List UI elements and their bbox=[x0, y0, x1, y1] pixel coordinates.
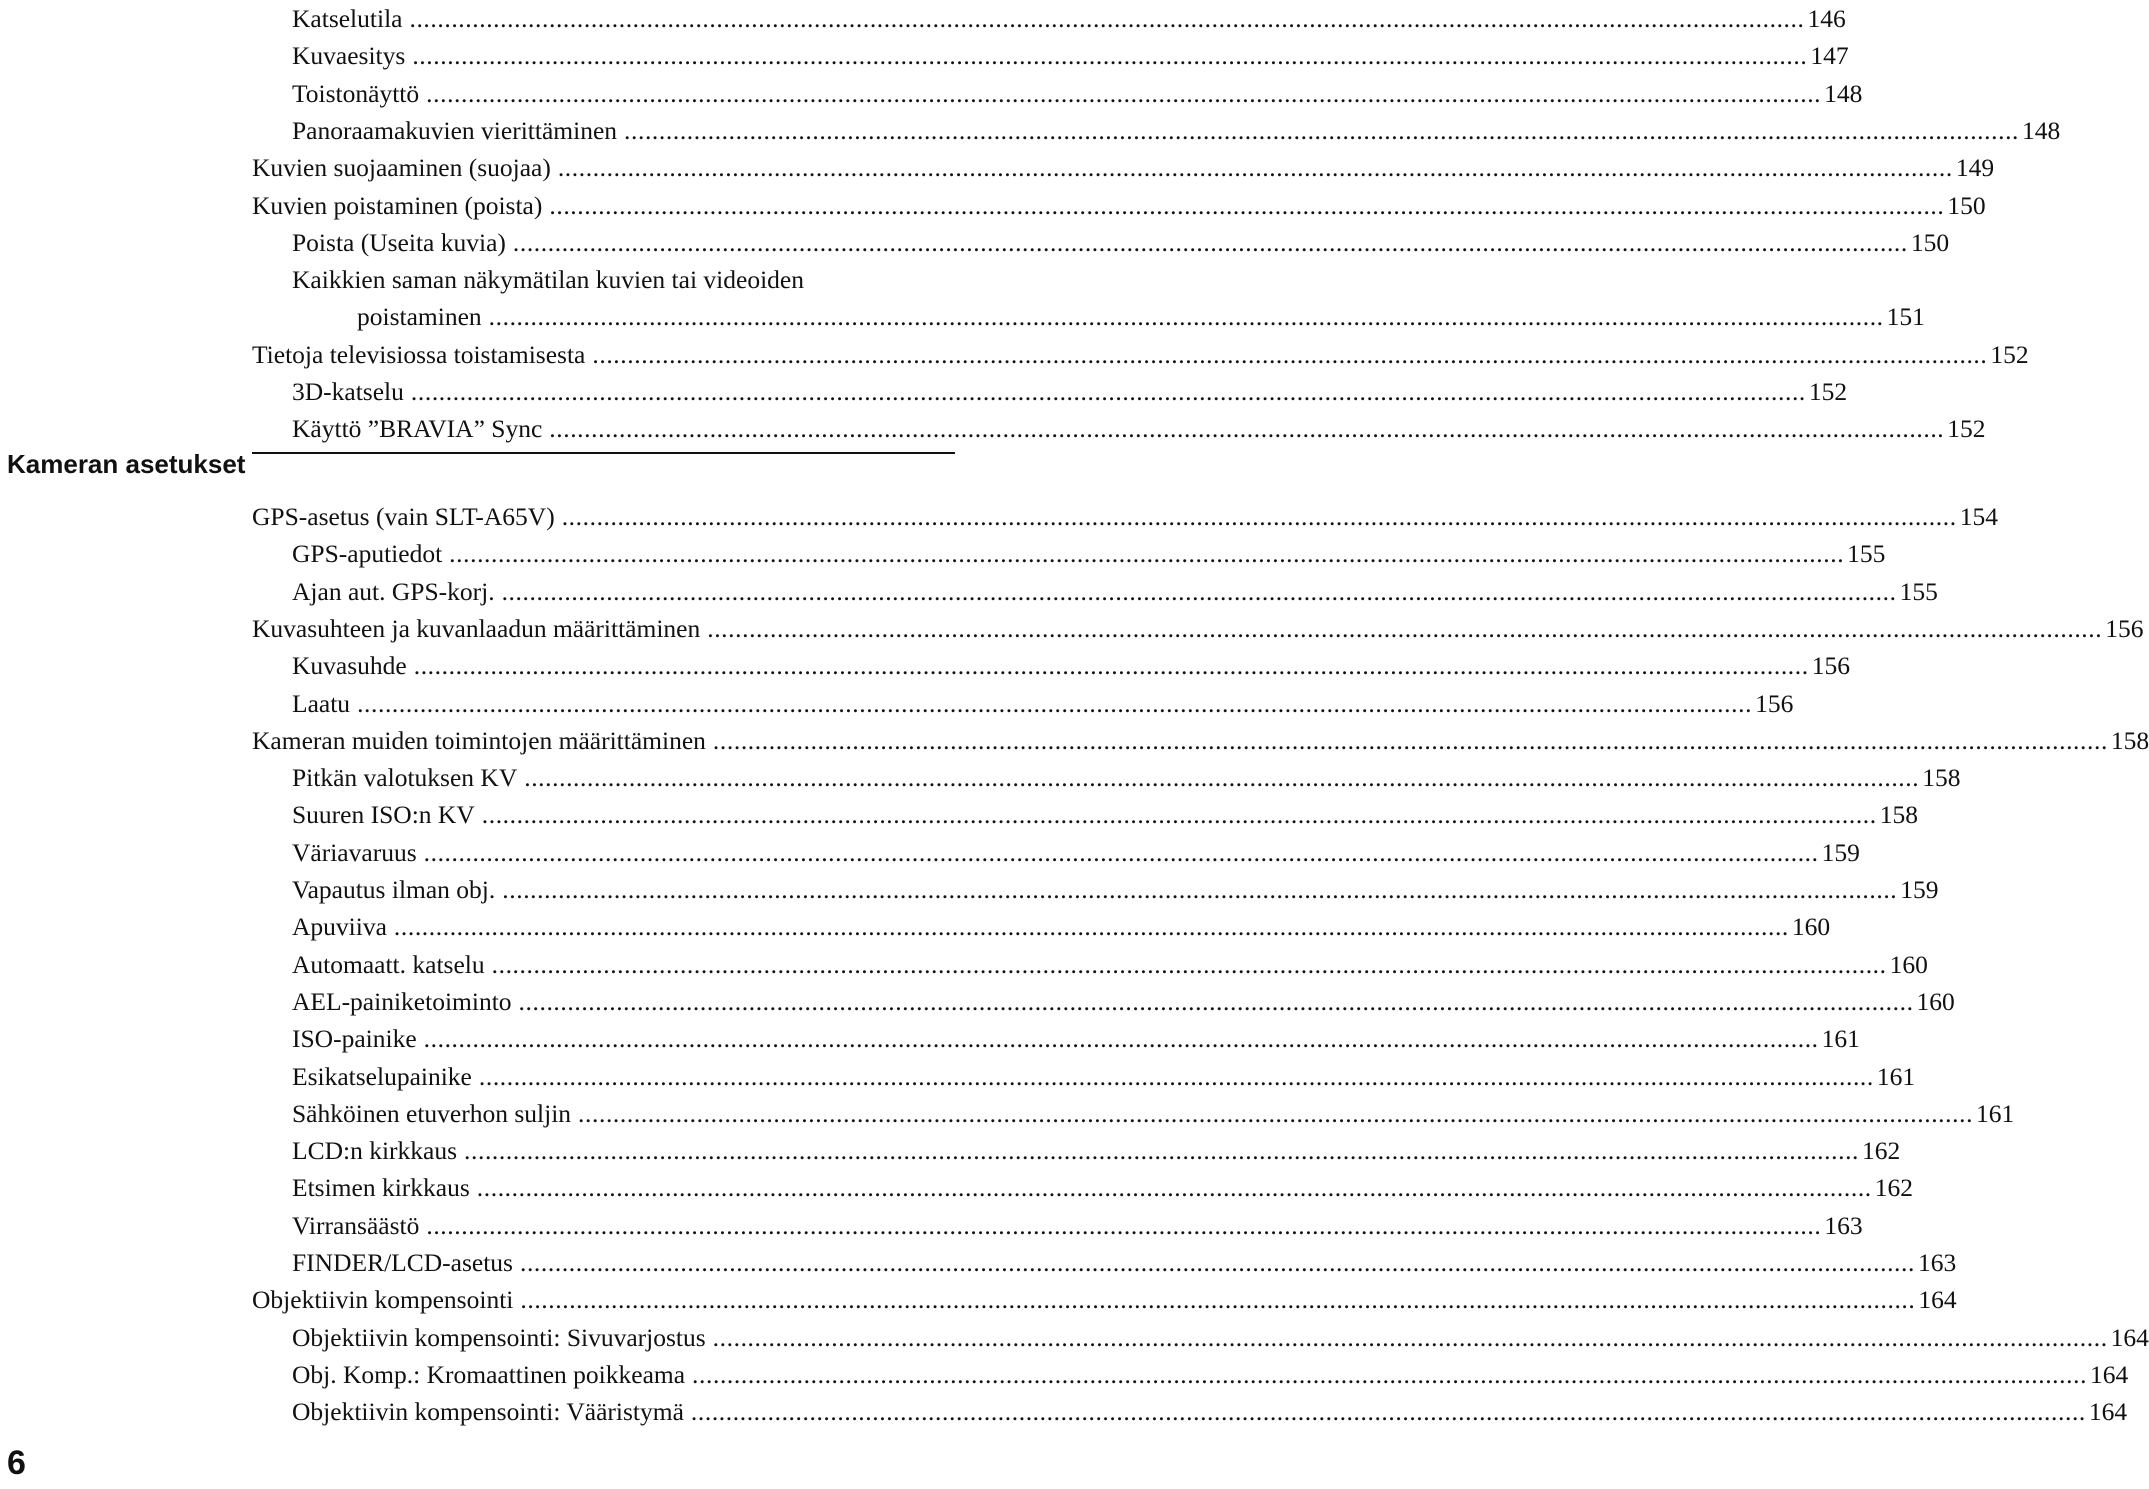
toc-entry-title: Kuvasuhteen ja kuvanlaadun määrittäminen bbox=[252, 613, 701, 643]
toc-entry-page: 162 bbox=[1862, 1136, 1901, 1166]
toc-entry[interactable] bbox=[292, 984, 1955, 1020]
toc-entry[interactable] bbox=[357, 299, 1925, 335]
toc-entry-page: 151 bbox=[1886, 302, 1925, 332]
toc-entry-page: 164 bbox=[2110, 1322, 2149, 1352]
dot-leader: ........................................................................................................................................................................................................ bbox=[561, 502, 1957, 531]
dot-leader: ........................................................................................................................................................................................................ bbox=[518, 986, 1914, 1016]
toc-entry-page: 158 bbox=[2110, 725, 2149, 755]
toc-entry[interactable] bbox=[292, 909, 1831, 945]
toc-entry[interactable] bbox=[252, 1282, 1957, 1318]
toc-entry[interactable] bbox=[292, 225, 1950, 261]
toc-entry[interactable] bbox=[252, 499, 1998, 535]
toc-entry-page: 160 bbox=[1916, 986, 1955, 1016]
toc-entry-page: 161 bbox=[1976, 1098, 2015, 1128]
toc-entry-title: Objektiivin kompensointi: Vääristymä bbox=[292, 1397, 684, 1427]
toc-entry-page: 158 bbox=[1879, 800, 1918, 830]
toc-entry[interactable] bbox=[292, 835, 1860, 871]
toc-entry[interactable] bbox=[252, 723, 2149, 759]
toc-entry-title: GPS-asetus (vain SLT-A65V) bbox=[252, 502, 555, 531]
toc-entry[interactable] bbox=[292, 1357, 2129, 1393]
toc-entry-page: 150 bbox=[1947, 190, 1986, 220]
toc-entry[interactable] bbox=[292, 1133, 1901, 1169]
dot-leader: ........................................................................................................................................................................................................ bbox=[481, 800, 1877, 830]
dot-leader: ........................................................................................................................................................................................................ bbox=[549, 414, 1945, 444]
toc-entry-title: Ajan aut. GPS-korj. bbox=[292, 576, 495, 606]
toc-entry-title: FINDER/LCD-asetus bbox=[292, 1248, 513, 1277]
toc-entry[interactable] bbox=[292, 797, 1918, 833]
dot-leader: ........................................................................................................................................................................................................ bbox=[423, 1024, 1819, 1054]
toc-entry-title: Kuvaesitys bbox=[292, 41, 406, 71]
toc-entry[interactable] bbox=[292, 1021, 1860, 1057]
toc-entry[interactable] bbox=[292, 760, 1961, 796]
toc-entry-page: 163 bbox=[1917, 1248, 1957, 1277]
dot-leader: ........................................................................................................................................................................................................ bbox=[393, 912, 1789, 942]
toc-entry[interactable] bbox=[292, 1, 1846, 37]
toc-entry-page: 156 bbox=[1811, 651, 1850, 681]
dot-leader: ........................................................................................................................................................................................................ bbox=[464, 1136, 1860, 1166]
toc-entry-page: 148 bbox=[2022, 115, 2061, 145]
toc-entry-page: 156 bbox=[1755, 688, 1794, 718]
toc-entry-page: 161 bbox=[1821, 1024, 1860, 1054]
dot-leader: ........................................................................................................................................................................................................ bbox=[578, 1098, 1974, 1128]
toc-entry[interactable] bbox=[292, 76, 1863, 112]
toc-entry-title: Kuvien poistaminen (poista) bbox=[252, 190, 543, 220]
toc-entry-page: 149 bbox=[1955, 153, 1995, 183]
dot-leader: ........................................................................................................................................................................................................ bbox=[512, 227, 1908, 257]
dot-leader: ........................................................................................................................................................................................................ bbox=[524, 763, 1920, 793]
toc-entry-title: Laatu bbox=[292, 688, 351, 718]
dot-leader: ........................................................................................................................................................................................................ bbox=[410, 377, 1806, 406]
dot-leader: ........................................................................................................................................................................................................ bbox=[692, 1359, 2088, 1389]
toc-entry-title: Käyttö ”BRAVIA” Sync bbox=[292, 414, 543, 444]
dot-leader: ........................................................................................................................................................................................................ bbox=[423, 837, 1819, 867]
toc-entry-page: 150 bbox=[1910, 227, 1950, 257]
toc-entry-page: 155 bbox=[1899, 576, 1938, 606]
toc-entry-page: 146 bbox=[1807, 4, 1846, 33]
dot-leader: ........................................................................................................................................................................................................ bbox=[501, 576, 1897, 606]
dot-leader: ........................................................................................................................................................................................................ bbox=[712, 1322, 2108, 1352]
toc-entry[interactable] bbox=[292, 1096, 2015, 1132]
toc-entry-title: Kaikkien saman näkymätilan kuvien tai videoiden bbox=[292, 265, 804, 295]
toc-entry-title: Obj. Komp.: Kromaattinen poikkeama bbox=[292, 1359, 686, 1389]
toc-entry-title: Virransäästö bbox=[292, 1210, 420, 1240]
dot-leader: ........................................................................................................................................................................................................ bbox=[491, 949, 1887, 979]
dot-leader: ........................................................................................................................................................................................................ bbox=[707, 613, 2103, 643]
toc-entry[interactable] bbox=[292, 947, 1928, 983]
dot-leader: ........................................................................................................................................................................................................ bbox=[592, 339, 1988, 369]
toc-entry-page: 163 bbox=[1824, 1210, 1863, 1240]
dot-leader: ........................................................................................................................................................................................................ bbox=[412, 41, 1808, 71]
toc-entry[interactable] bbox=[292, 574, 1938, 610]
dot-leader: ........................................................................................................................................................................................................ bbox=[449, 539, 1845, 569]
toc-entry-page: 164 bbox=[2090, 1359, 2129, 1389]
toc-entry-page: 158 bbox=[1922, 763, 1961, 793]
toc-entry-title: Kameran muiden toimintojen määrittäminen bbox=[252, 725, 706, 755]
toc-entry[interactable] bbox=[252, 337, 2029, 373]
toc-entry[interactable] bbox=[292, 1170, 1914, 1206]
dot-leader: ........................................................................................................................................................................................................ bbox=[549, 190, 1945, 220]
dot-leader: ........................................................................................................................................................................................................ bbox=[413, 651, 1809, 681]
toc-entry-page: 152 bbox=[1808, 377, 1848, 406]
toc-entry-title: GPS-aputiedot bbox=[292, 539, 443, 569]
toc-entry-title: Toistonäyttö bbox=[292, 78, 420, 108]
dot-leader: ........................................................................................................................................................................................................ bbox=[476, 1173, 1872, 1203]
dot-leader: ........................................................................................................................................................................................................ bbox=[557, 153, 1953, 183]
toc-entry-page: 159 bbox=[1821, 837, 1860, 867]
toc-entry[interactable] bbox=[252, 611, 2144, 647]
toc-entry[interactable] bbox=[292, 411, 1986, 447]
dot-leader: ........................................................................................................................................................................................................ bbox=[357, 688, 1753, 718]
toc-entry-title: 3D-katselu bbox=[292, 377, 404, 406]
toc-entry-title: Esikatselupainike bbox=[292, 1061, 472, 1091]
toc-entry-page: 155 bbox=[1847, 539, 1886, 569]
page-number: 6 bbox=[7, 1444, 26, 1482]
dot-leader: ........................................................................................................................................................................................................ bbox=[488, 302, 1884, 332]
toc-entry-title: poistaminen bbox=[357, 302, 482, 332]
dot-leader: ........................................................................................................................................................................................................ bbox=[426, 1210, 1822, 1240]
toc-entry[interactable] bbox=[292, 262, 955, 298]
toc-entry[interactable] bbox=[292, 113, 2061, 149]
toc-entry-title: Pitkän valotuksen KV bbox=[292, 763, 518, 793]
dot-leader: ........................................................................................................................................................................................................ bbox=[519, 1248, 1915, 1277]
toc-entry-title: Kuvasuhde bbox=[292, 651, 407, 681]
section-divider bbox=[252, 452, 955, 454]
toc-entry-title: AEL-painiketoiminto bbox=[292, 986, 512, 1016]
toc-entry-page: 162 bbox=[1874, 1173, 1914, 1203]
toc-entry[interactable] bbox=[292, 872, 1939, 908]
toc-entry[interactable] bbox=[292, 374, 1848, 410]
toc-entry-title: Tietoja televisiossa toistamisesta bbox=[252, 339, 586, 369]
toc-entry[interactable] bbox=[292, 1320, 2149, 1356]
toc-entry-page: 164 bbox=[2088, 1397, 2128, 1427]
dot-leader: ........................................................................................................................................................................................................ bbox=[690, 1397, 2086, 1427]
toc-entry[interactable] bbox=[292, 1245, 1957, 1281]
toc-entry-page: 159 bbox=[1900, 875, 1939, 904]
toc-entry-title: Apuviiva bbox=[292, 912, 387, 942]
toc-entry-page: 152 bbox=[1947, 414, 1986, 444]
dot-leader: ........................................................................................................................................................................................................ bbox=[409, 4, 1805, 33]
toc-entry-page: 161 bbox=[1876, 1061, 1916, 1091]
toc-entry[interactable] bbox=[292, 38, 1849, 74]
dot-leader: ........................................................................................................................................................................................................ bbox=[478, 1061, 1874, 1091]
toc-entry-title: Väriavaruus bbox=[292, 837, 417, 867]
toc-entry-title: Vapautus ilman obj. bbox=[292, 875, 496, 904]
toc-entry[interactable] bbox=[292, 536, 1886, 572]
toc-entry-title: Katselutila bbox=[292, 4, 403, 33]
toc-entry[interactable] bbox=[292, 1394, 2128, 1430]
toc-entry-title: Objektiivin kompensointi bbox=[252, 1285, 514, 1315]
toc-entry-title: Sähköinen etuverhon suljin bbox=[292, 1098, 572, 1128]
toc-entry-title: Automaatt. katselu bbox=[292, 949, 485, 979]
toc-entry-page: 147 bbox=[1810, 41, 1849, 71]
toc-entry[interactable] bbox=[292, 686, 1794, 722]
toc-entry[interactable] bbox=[292, 1059, 1916, 1095]
toc-entry-title: Etsimen kirkkaus bbox=[292, 1173, 470, 1203]
toc-entry-title: Objektiivin kompensointi: Sivuvarjostus bbox=[292, 1322, 706, 1352]
dot-leader: ........................................................................................................................................................................................................ bbox=[624, 115, 2020, 145]
toc-entry[interactable] bbox=[292, 648, 1850, 684]
section-heading: Kameran asetukset bbox=[7, 449, 246, 479]
toc-entry-title: LCD:n kirkkaus bbox=[292, 1136, 458, 1166]
toc-entry-title: Suuren ISO:n KV bbox=[292, 800, 475, 830]
toc-entry-title: Poista (Useita kuvia) bbox=[292, 227, 506, 257]
toc-entry[interactable] bbox=[252, 188, 1986, 224]
toc-entry-page: 156 bbox=[2105, 613, 2144, 643]
toc-entry-page: 152 bbox=[1990, 339, 2029, 369]
toc-entry-page: 160 bbox=[1889, 949, 1928, 979]
toc-entry-page: 160 bbox=[1791, 912, 1831, 942]
toc-entry[interactable] bbox=[252, 150, 1995, 186]
toc-entry[interactable] bbox=[292, 1208, 1863, 1244]
dot-leader: ........................................................................................................................................................................................................ bbox=[520, 1285, 1916, 1315]
dot-leader: ........................................................................................................................................................................................................ bbox=[712, 725, 2108, 755]
toc-entry-title: ISO-painike bbox=[292, 1024, 417, 1054]
toc-entry-page: 148 bbox=[1824, 78, 1863, 108]
dot-leader: ........................................................................................................................................................................................................ bbox=[502, 875, 1898, 904]
toc-entry-page: 164 bbox=[1918, 1285, 1957, 1315]
dot-leader: ........................................................................................................................................................................................................ bbox=[426, 78, 1822, 108]
toc-entry-page: 154 bbox=[1959, 502, 1998, 531]
toc-entry-title: Kuvien suojaaminen (suojaa) bbox=[252, 153, 551, 183]
toc-entry-title: Panoraamakuvien vierittäminen bbox=[292, 115, 618, 145]
